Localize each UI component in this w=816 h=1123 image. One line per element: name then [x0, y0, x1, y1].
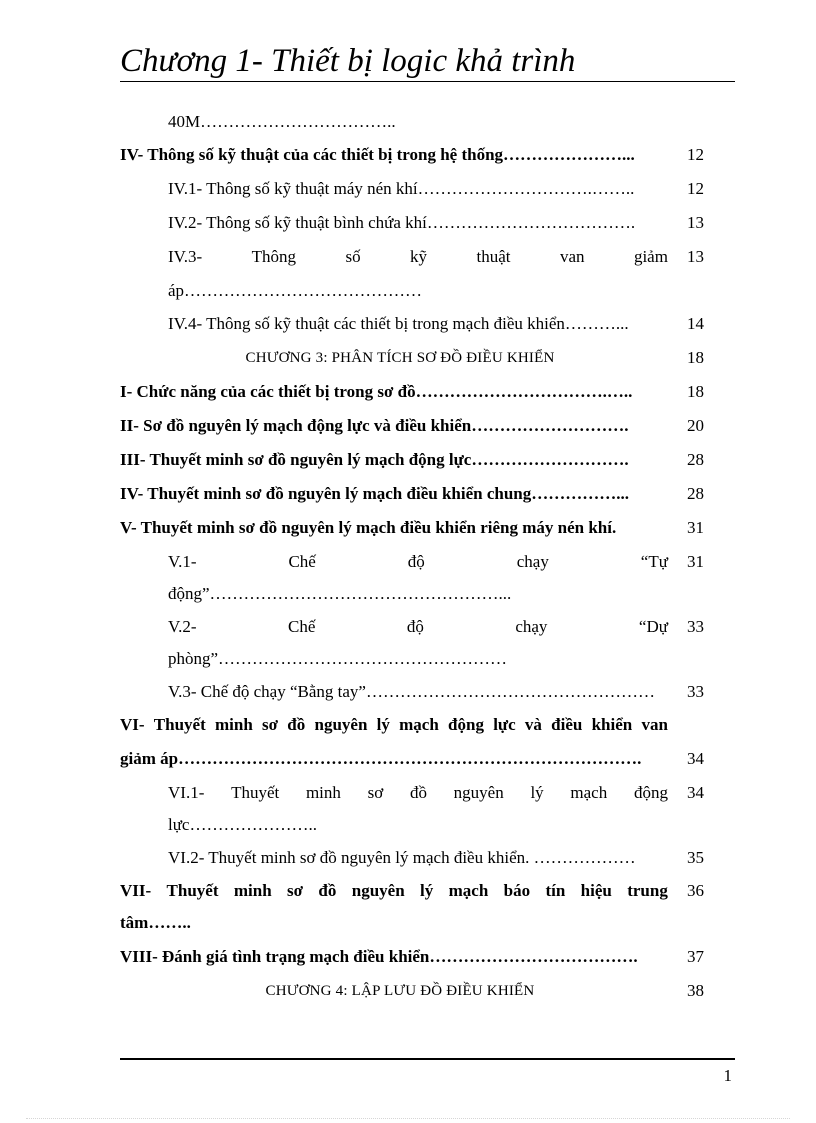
toc-entry-IV-3[interactable]: IV.3- Thông số kỹ thuật van giảm: [168, 247, 668, 266]
toc-page-number: 38: [687, 981, 704, 1000]
toc-chapter-3-heading[interactable]: CHƯƠNG 3: PHÂN TÍCH SƠ ĐỒ ĐIỀU KHIỂN: [245, 350, 555, 366]
toc-entry-IV-2[interactable]: IV.2- Thông số kỹ thuật bình chứa khí……………………………….: [168, 213, 636, 232]
toc-entry-V-1-continuation: động”……………………………………………...: [168, 584, 512, 603]
toc-page-number: 37: [687, 947, 704, 966]
toc-page-number: 34: [687, 749, 704, 768]
toc-entry-II[interactable]: II- Sơ đồ nguyên lý mạch động lực và điều khiển……………………….: [120, 416, 629, 435]
toc-entry-IV-chapter3[interactable]: IV- Thuyết minh sơ đồ nguyên lý mạch điều khiển chung……………...: [120, 484, 629, 503]
toc-entry-IV-4[interactable]: IV.4- Thông số kỹ thuật các thiết bị trong mạch điều khiển………...: [168, 314, 629, 333]
toc-entry-I[interactable]: I- Chức năng của các thiết bị trong sơ đồ…………………………….…..: [120, 382, 633, 401]
toc-page-number: 31: [687, 552, 704, 571]
toc-entry-VI-continuation: giảm áp……………………………………………………………………….: [120, 749, 642, 768]
footer-page-number: 1: [723, 1066, 732, 1085]
page-header-title: Chương 1- Thiết bị logic khả trình: [120, 43, 576, 79]
page-bottom-dotted-border: [26, 1118, 790, 1119]
toc-entry-VII[interactable]: VII- Thuyết minh sơ đồ nguyên lý mạch báo tín hiệu trung: [120, 881, 668, 900]
toc-entry-IV[interactable]: IV- Thông số kỹ thuật của các thiết bị trong hệ thống…………………...: [120, 145, 635, 164]
toc-page-number: 28: [687, 484, 704, 503]
toc-page-number: 28: [687, 450, 704, 469]
toc-page-number: 13: [687, 213, 704, 232]
toc-entry-VI-1-continuation: lực…………………..: [168, 815, 317, 834]
header-divider: [120, 81, 735, 82]
toc-entry-V-2[interactable]: V.2- Chế độ chạy “Dự: [168, 617, 668, 636]
toc-entry-VII-continuation: tâm……..: [120, 913, 191, 932]
toc-page-number: 12: [687, 179, 704, 198]
toc-page-number: 36: [687, 881, 704, 900]
toc-page-number: 12: [687, 145, 704, 164]
toc-entry-III[interactable]: III- Thuyết minh sơ đồ nguyên lý mạch động lực……………………….: [120, 450, 629, 469]
toc-page-number: 18: [687, 382, 704, 401]
toc-page-number: 18: [687, 348, 704, 367]
toc-entry-IV-3-continuation: áp……………………………………: [168, 281, 423, 300]
toc-page-number: 33: [687, 682, 704, 701]
toc-entry-V[interactable]: V- Thuyết minh sơ đồ nguyên lý mạch điều khiển riêng máy nén khí.: [120, 518, 617, 537]
footer-divider: [120, 1058, 735, 1060]
toc-page-number: 34: [687, 783, 704, 802]
toc-entry-VIII[interactable]: VIII- Đánh giá tình trạng mạch điều khiển……………………………….: [120, 947, 638, 966]
toc-page-number: 33: [687, 617, 704, 636]
toc-page-number: 14: [687, 314, 704, 333]
toc-chapter-4-heading[interactable]: CHƯƠNG 4: LẬP LƯU ĐỒ ĐIỀU KHIỂN: [265, 983, 535, 999]
toc-entry-VI-1[interactable]: VI.1- Thuyết minh sơ đồ nguyên lý mạch động: [168, 783, 668, 802]
toc-page-number: 35: [687, 848, 704, 867]
toc-entry-continuation: 40M……………………………..: [168, 112, 396, 131]
toc-page-number: 20: [687, 416, 704, 435]
toc-page-number: 13: [687, 247, 704, 266]
toc-entry-V-3[interactable]: V.3- Chế độ chạy “Bằng tay”……………………………………………: [168, 682, 655, 701]
toc-entry-V-1[interactable]: V.1- Chế độ chạy “Tự: [168, 552, 668, 571]
toc-entry-V-2-continuation: phòng”……………………………………………: [168, 649, 508, 668]
toc-entry-VI[interactable]: VI- Thuyết minh sơ đồ nguyên lý mạch động lực và điều khiển van: [120, 715, 668, 734]
toc-page-number: 31: [687, 518, 704, 537]
toc-entry-IV-1[interactable]: IV.1- Thông số kỹ thuật máy nén khí………………………….……..: [168, 179, 635, 198]
toc-entry-VI-2[interactable]: VI.2- Thuyết minh sơ đồ nguyên lý mạch điều khiển. ………………: [168, 848, 636, 867]
